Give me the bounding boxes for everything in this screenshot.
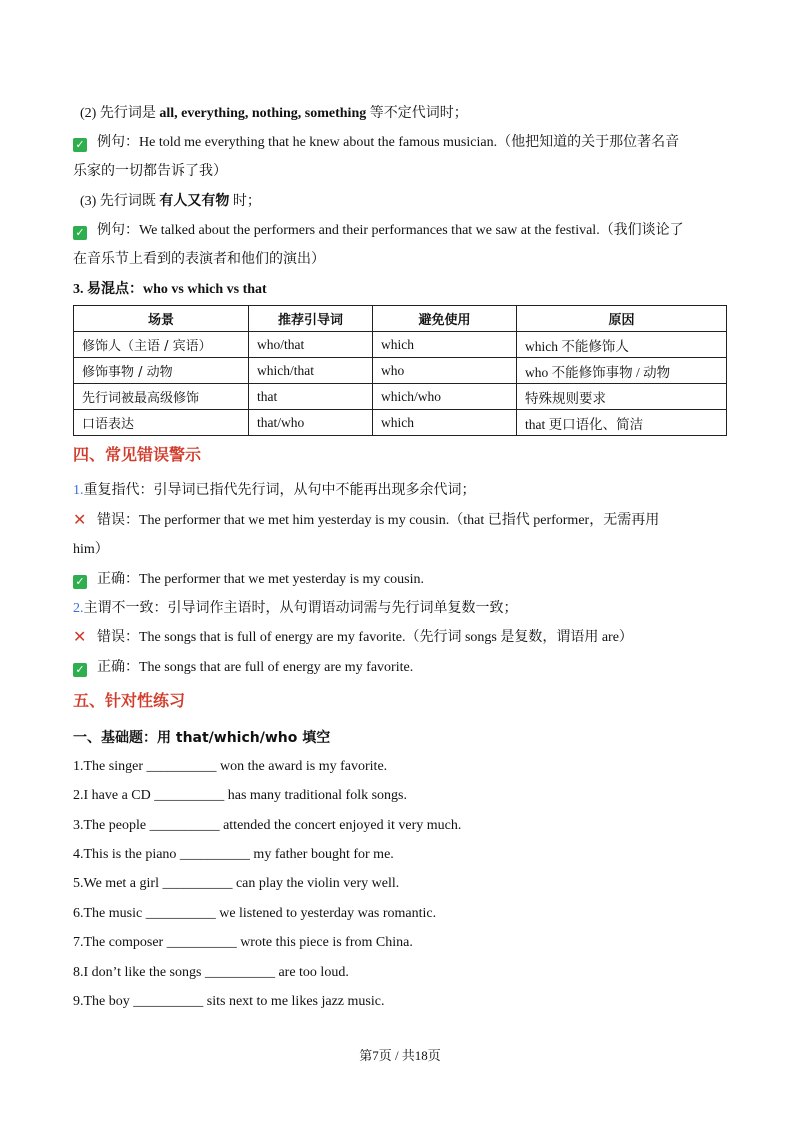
table-cell: that xyxy=(249,384,373,410)
error-1-wrong-cont: him） xyxy=(73,542,109,557)
table-cell: which 不能修饰人 xyxy=(517,332,727,358)
table-cell: that 更口语化、简洁 xyxy=(517,410,727,436)
error-item-2: 2.主谓不一致：引导词作主语时，从句谓语动词需与先行词单复数一致； xyxy=(73,601,518,616)
error-2-wrong: ✕ 错误：The songs that is full of energy are my favorite.（先行词 songs 是复数，谓语用 are） xyxy=(73,627,633,646)
table-header-row xyxy=(74,306,727,332)
exercise-item: 1.The singer __________ won the award is my favorite. xyxy=(73,759,388,774)
table-cell: that/who xyxy=(249,410,373,436)
error-1-right: ✓ 正确：The performer that we met yesterday is my cousin. xyxy=(73,570,730,590)
check-icon: ✓ xyxy=(73,138,87,152)
table-cell: 先行词被最高级修饰 xyxy=(74,384,249,410)
table-row xyxy=(74,332,727,358)
table-header: 场景 xyxy=(74,306,249,332)
table-header: 推荐引导词 xyxy=(249,306,373,332)
table-cell: which xyxy=(373,332,517,358)
table-cell: which xyxy=(373,410,517,436)
exercise-item: 5.We met a girl __________ can play the violin very well. xyxy=(73,876,400,891)
table-row xyxy=(74,384,727,410)
table-row xyxy=(74,358,727,384)
table-cell: 口语表达 xyxy=(74,410,249,436)
table-header: 避免使用 xyxy=(373,306,517,332)
comparison-table xyxy=(73,305,727,436)
page-footer: 第7页 / 共18页 xyxy=(359,1048,441,1063)
check-icon: ✓ xyxy=(73,575,87,589)
example-2-cont: 乐家的一切都告诉了我） xyxy=(73,164,227,179)
table-cell: who xyxy=(373,358,517,384)
table-cell: which/that xyxy=(249,358,373,384)
exercise-item: 7.The composer __________ wrote this piece is from China. xyxy=(73,935,413,950)
table-cell: 修饰事物 / 动物 xyxy=(74,358,249,384)
confusion-heading: 3. 易混点：who vs which vs that xyxy=(73,282,267,297)
exercise-subheading: 一、基础题：用 that/which/who 填空 xyxy=(73,730,331,746)
table-row xyxy=(74,410,727,436)
exercise-item: 9.The boy __________ sits next to me likes jazz music. xyxy=(73,994,385,1009)
table-cell: 修饰人（主语 / 宾语） xyxy=(74,332,249,358)
table-cell: 特殊规则要求 xyxy=(517,384,727,410)
exercise-item: 8.I don’t like the songs __________ are too loud. xyxy=(73,965,349,980)
exercise-item: 2.I have a CD __________ has many traditional folk songs. xyxy=(73,788,408,803)
error-item-1: 1.重复指代：引导词已指代先行词，从句中不能再出现多余代词； xyxy=(73,483,476,498)
rule-3: (3) 先行词既 有人又有物 时； xyxy=(80,194,261,209)
check-icon: ✓ xyxy=(73,226,87,240)
table-cell: who/that xyxy=(249,332,373,358)
error-2-right: ✓ 正确：The songs that are full of energy are my favorite. xyxy=(73,658,730,678)
section-5-title: 五、针对性练习 xyxy=(73,691,186,710)
exercise-item: 3.The people __________ attended the concert enjoyed it very much. xyxy=(73,818,462,833)
example-3-cont: 在音乐节上看到的表演者和他们的演出） xyxy=(73,252,325,267)
table-header: 原因 xyxy=(517,306,727,332)
example-2: ✓ 例句：He told me everything that he knew about the famous musician.（他把知道的关于那位著名音 xyxy=(73,133,730,153)
exercise-item: 6.The music __________ we listened to yesterday was romantic. xyxy=(73,906,437,921)
cross-icon: ✕ xyxy=(73,510,87,529)
example-3: ✓ 例句：We talked about the performers and their performances that we saw at the festival.（我们谈论了 xyxy=(73,221,730,241)
table-cell: who 不能修饰事物 / 动物 xyxy=(517,358,727,384)
check-icon: ✓ xyxy=(73,663,87,677)
exercise-item: 4.This is the piano __________ my father bought for me. xyxy=(73,847,394,862)
error-1-wrong: ✕ 错误：The performer that we met him yesterday is my cousin.（that 已指代 performer，无需再用 xyxy=(73,510,660,529)
section-4-title: 四、常见错误警示 xyxy=(73,445,202,464)
rule-2: (2) 先行词是 all, everything, nothing, something 等不定代词时； xyxy=(80,106,468,121)
cross-icon: ✕ xyxy=(73,627,87,646)
table-cell: which/who xyxy=(373,384,517,410)
